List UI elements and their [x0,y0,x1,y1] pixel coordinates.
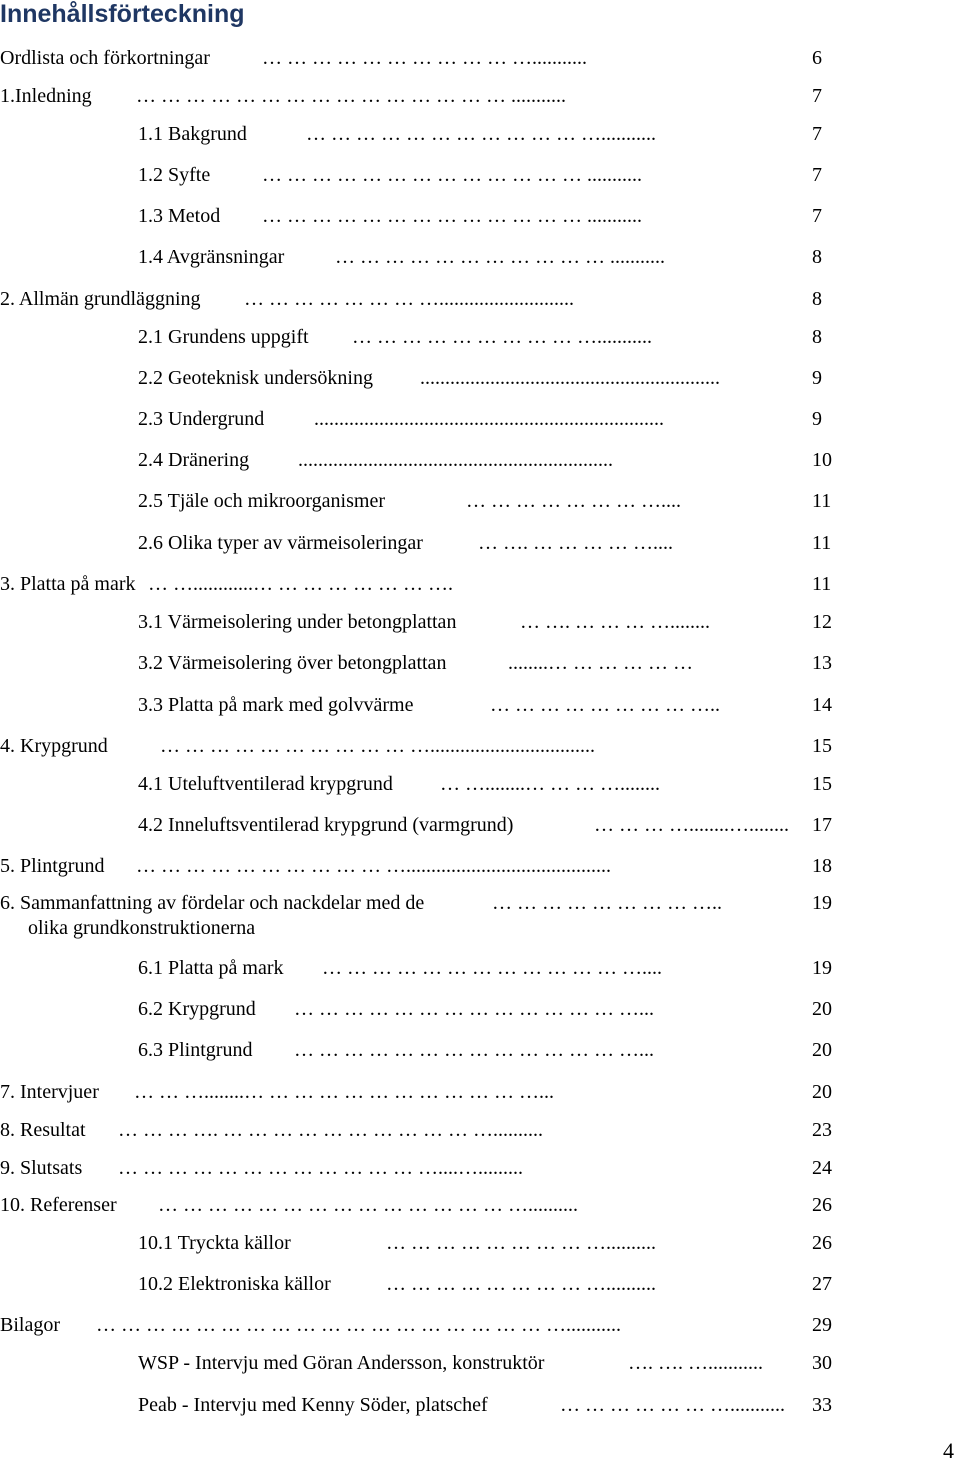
toc-entry [0,1193,960,1219]
toc-entry [0,287,960,313]
page-number: 4 [943,1438,954,1463]
toc-entry-title: 6. Sammanfattning av fördelar och nackdelar med de [0,892,425,914]
toc-dot-leader: ............................................................... [298,449,613,471]
toc-entry [0,46,960,72]
toc-entry [0,163,960,189]
toc-entry-title: 3. Platta på mark [0,573,136,595]
toc-dot-leader: … …........… … … …........ [440,773,660,795]
toc-dot-leader: … …. … … … …........ [520,611,710,633]
toc-dot-leader: … … … … … … … … … … …................................. [160,735,595,757]
toc-page-number: 27 [812,1273,832,1295]
toc-page-number: 11 [812,532,832,554]
toc-heading: Innehållsförteckning [0,0,245,28]
toc-entry [0,122,960,148]
toc-entry-title: WSP - Intervju med Göran Andersson, konstruktör [138,1352,545,1374]
toc-page-number: 15 [812,735,832,757]
toc-page-number: 8 [812,326,822,348]
toc-dot-leader: … … … … … … … … ….......... [386,1273,656,1295]
toc-page-number: 7 [812,205,822,227]
toc-entry-title: 3.2 Värmeisolering över betongplattan [138,652,447,674]
toc-entry-title-continued: olika grundkonstruktionerna [28,917,256,939]
toc-page-number: 11 [812,490,832,512]
toc-entry-title: 3.3 Platta på mark med golvvärme [138,694,414,716]
toc-entry-title: 2.6 Olika typer av värmeisoleringar [138,532,423,554]
toc-dot-leader: … … … … … … … … … … … ........... [335,246,665,268]
toc-dot-leader: … … … …. … … … … … … … … … … ….......... [118,1119,543,1141]
toc-page-number: 13 [812,652,832,674]
toc-dot-leader: … … … … … … … … … … … … … ........... [262,205,642,227]
toc-page-number: 10 [812,449,832,471]
toc-entry [0,1351,960,1377]
toc-page-number: 33 [812,1394,832,1416]
toc-entry [0,813,960,839]
toc-page-number: 15 [812,773,832,795]
toc-entry-title: 4. Krypgrund [0,735,108,757]
toc-dot-leader: … … …........… … … … … … … … … … … …... [134,1081,554,1103]
toc-entry-title: 10.2 Elektroniska källor [138,1273,331,1295]
toc-page-number: 20 [812,1039,832,1061]
toc-dot-leader: … … … …........…........ [594,814,789,836]
toc-entry-title: 9. Slutsats [0,1157,83,1179]
toc-entry-title: 2.5 Tjäle och mikroorganismer [138,490,385,512]
toc-page-number: 29 [812,1314,832,1336]
toc-entry-title: 10. Referenser [0,1194,117,1216]
toc-entry [0,610,960,636]
toc-dot-leader: … … … … … … … … … … … … … …... [294,998,654,1020]
toc-dot-leader: … … … … … … … … ….......... [386,1232,656,1254]
toc-entry-title: 10.1 Tryckta källor [138,1232,291,1254]
toc-entry [0,891,960,943]
toc-entry-title: 2.4 Dränering [138,449,250,471]
toc-entry-title: 2.3 Undergrund [138,408,265,430]
toc-dot-leader: … … … … … … … … … … … … …....…......... [118,1157,523,1179]
toc-page-number: 14 [812,694,832,716]
toc-dot-leader: … … … … … … … … ….. [490,694,720,716]
toc-page-number: 6 [812,47,822,69]
toc-entry [0,651,960,677]
toc-page-number: 18 [812,855,832,877]
toc-page-number: 12 [812,611,832,633]
toc-dot-leader: ............................................................ [420,367,720,389]
toc-entry-title: 2.2 Geoteknisk undersökning [138,367,373,389]
toc-page-number: 19 [812,892,832,914]
toc-entry-title: 2.1 Grundens uppgift [138,326,309,348]
toc-entry [0,489,960,515]
toc-entry [0,734,960,760]
toc-entry-title: 6.1 Platta på mark [138,957,284,979]
toc-entry-title: 6.2 Krypgrund [138,998,256,1020]
toc-entry [0,693,960,719]
toc-page-number: 7 [812,123,822,145]
toc-page-number: 17 [812,814,832,836]
toc-dot-leader: … … … … … … … … … … … … … …... [294,1039,654,1061]
toc-entry-title: 4.2 Inneluftsventilerad krypgrund (varmgrund) [138,814,514,836]
toc-entry-title: 5. Plintgrund [0,855,105,877]
toc-page-number: 9 [812,408,822,430]
toc-page-number: 23 [812,1119,832,1141]
toc-entry [0,572,960,598]
toc-entry [0,854,960,880]
toc-entry-title: 1.Inledning [0,85,92,107]
toc-dot-leader: … … … … … … … … … … … … … … … … … … …........... [96,1314,621,1336]
toc-entry [0,772,960,798]
toc-entry-title: 6.3 Plintgrund [138,1039,253,1061]
toc-dot-leader: … … … … … … … … ….. [492,892,722,914]
toc-entry-title: Bilagor [0,1314,60,1336]
toc-entry [0,325,960,351]
toc-entry-title: 1.3 Metod [138,205,221,227]
toc-entry-title: 1.4 Avgränsningar [138,246,285,268]
toc-dot-leader: … …. … … … … ….... [478,532,673,554]
toc-entry-title: 1.2 Syfte [138,164,211,186]
toc-entry-title: 7. Intervjuer [0,1081,99,1103]
toc-entry [0,1272,960,1298]
toc-page-number: 26 [812,1194,832,1216]
toc-entry [0,204,960,230]
toc-dot-leader: … … … … … … … … … … … … … ........... [262,164,642,186]
toc-dot-leader: … … … … … … …........... [560,1394,785,1416]
toc-dot-leader: ........… … … … … … [508,652,693,674]
toc-entry-title: 4.1 Uteluftventilerad krypgrund [138,773,393,795]
toc-entry [0,997,960,1023]
toc-entry-title: 2. Allmän grundläggning [0,288,201,310]
toc-entry [0,1038,960,1064]
toc-page-number: 30 [812,1352,832,1374]
toc-dot-leader: … … … … … … … …........................... [244,288,574,310]
toc-page-number: 26 [812,1232,832,1254]
toc-page-number: 7 [812,164,822,186]
toc-entry [0,531,960,557]
toc-entry [0,84,960,110]
toc-entry [0,1080,960,1106]
toc-page-number: 7 [812,85,822,107]
toc-entry [0,1156,960,1182]
toc-entry [0,1231,960,1257]
toc-entry [0,407,960,433]
toc-page-number: 8 [812,288,822,310]
toc-dot-leader: … …............… … … … … … … …. [148,573,453,595]
toc-page-number: 24 [812,1157,832,1179]
toc-entry-title: 3.1 Värmeisolering under betongplattan [138,611,457,633]
toc-entry-title: 1.1 Bakgrund [138,123,247,145]
toc-entry [0,956,960,982]
toc-dot-leader: … … … … … … … … … … …......................................... [136,855,611,877]
toc-dot-leader: ...................................................................... [314,408,664,430]
toc-page-number: 9 [812,367,822,389]
toc-dot-leader: …. …. …........... [628,1352,763,1374]
toc-entry-title: Peab - Intervju med Kenny Söder, platschef [138,1394,488,1416]
toc-page-number: 11 [812,573,832,595]
toc-entry [0,1393,960,1419]
toc-dot-leader: … … … … … … … … … … … … … … … ........... [136,85,566,107]
toc-entry [0,448,960,474]
toc-entry-title: Ordlista och förkortningar [0,47,210,69]
toc-dot-leader: … … … … … … … … … …........... [352,326,652,348]
toc-dot-leader: … … … … … … … … … … … …........... [306,123,656,145]
toc-dot-leader: … … … … … … … … … … … … … … ….......... [158,1194,578,1216]
toc-page-number: 19 [812,957,832,979]
toc-entry [0,1118,960,1144]
toc-page-number: 20 [812,1081,832,1103]
toc-page-number: 20 [812,998,832,1020]
toc-dot-leader: … … … … … … … ….... [466,490,681,512]
toc-entry [0,366,960,392]
toc-dot-leader: … … … … … … … … … … … … ….... [322,957,662,979]
toc-dot-leader: … … … … … … … … … … …........... [262,47,587,69]
toc-entry [0,1313,960,1339]
toc-entry [0,245,960,271]
toc-page-number: 8 [812,246,822,268]
toc-entry-title: 8. Resultat [0,1119,86,1141]
